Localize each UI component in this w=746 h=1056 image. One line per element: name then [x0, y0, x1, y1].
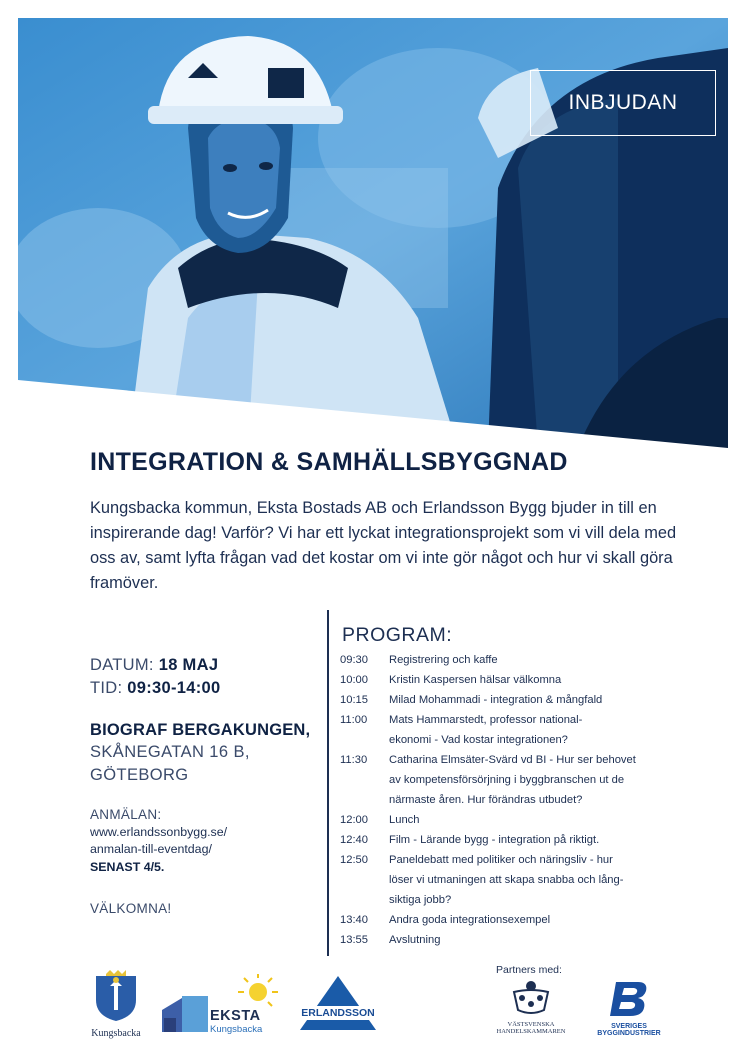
- program-item: [340, 650, 670, 670]
- erlandsson-triangle-icon: [292, 974, 384, 1032]
- program-item-line: löser vi utmaningen att skapa snabba och lång-: [389, 874, 624, 886]
- program-item-line: Paneldebatt med politiker och näringsliv - hur: [389, 854, 613, 866]
- program-item-line: Kristin Kaspersen hälsar välkomna: [389, 674, 562, 686]
- handelskammaren-text-2: HANDELSKAMMAREN: [496, 1028, 566, 1035]
- eksta-logo: [160, 974, 284, 1034]
- venue-city: GÖTEBORG: [90, 766, 189, 784]
- program-item-desc: [389, 670, 670, 690]
- program-item-line: Avslutning: [389, 934, 441, 946]
- partners-label: Partners med:: [496, 964, 562, 976]
- byggindustrier-b-icon: [594, 978, 664, 1018]
- venue-name: BIOGRAF BERGAKUNGEN,: [90, 721, 311, 739]
- column-divider: [327, 610, 329, 956]
- program-item-line: siktiga jobb?: [389, 894, 452, 906]
- program-item-time: 12:40: [340, 834, 368, 846]
- byggindustrier-text-2: BYGGINDUSTRIER: [597, 1030, 661, 1037]
- program-item: [340, 910, 670, 930]
- handelskammaren-logo: [494, 978, 568, 1038]
- hero-photo: [18, 18, 728, 448]
- erlandsson-logo: [292, 974, 384, 1032]
- welcome-text: VÄLKOMNA!: [90, 901, 172, 916]
- venue-street: SKÅNEGATAN 16 B,: [90, 743, 250, 761]
- program-item: [340, 710, 670, 750]
- program-item: [340, 670, 670, 690]
- handelskammaren-text-1: VÄSTSVENSKA: [507, 1021, 555, 1028]
- program-item: [340, 850, 670, 910]
- program-item-desc: [389, 750, 670, 810]
- intro-paragraph: Kungsbacka kommun, Eksta Bostads AB och Erlandsson Bygg bjuder in till en inspirerande dag! Varför? Vi har ett lyckat integrationsprojekt som vi vill dela med oss av, samt lyfta frågan vad det kostar om vi inte gör något och hur vi skall göra framöver.: [90, 499, 677, 592]
- program-item: [340, 930, 670, 950]
- program-item-line: ekonomi - Vad kostar integrationen?: [389, 734, 568, 746]
- kungsbacka-logo: [88, 970, 144, 1039]
- invitation-badge: INBJUDAN: [530, 70, 716, 136]
- time-label: TID:: [90, 679, 123, 697]
- eksta-logo-text: EKSTA: [210, 1008, 261, 1024]
- program-item-desc: [389, 650, 670, 670]
- program-item-line: Registrering och kaffe: [389, 654, 498, 666]
- kungsbacka-crest-icon: [88, 970, 144, 1022]
- program-title: PROGRAM:: [342, 624, 453, 646]
- date-value: 18 MAJ: [158, 656, 219, 674]
- program-item-line: Film - Lärande bygg - integration på riktigt.: [389, 834, 600, 846]
- program-item-desc: [389, 930, 670, 950]
- program-list: [340, 650, 670, 950]
- eksta-logo-subtext: Kungsbacka: [210, 1024, 263, 1035]
- program-item-line: Catharina Elmsäter-Svärd vd BI - Hur ser behovet: [389, 754, 636, 766]
- page-title: INTEGRATION & SAMHÄLLSBYGGNAD: [90, 448, 568, 476]
- program-item-time: 11:00: [340, 714, 368, 726]
- program-item-desc: [389, 850, 670, 910]
- program-item: [340, 690, 670, 710]
- program-item-desc: [389, 810, 670, 830]
- program-item-time: 13:40: [340, 914, 368, 926]
- signup-label: ANMÄLAN:: [90, 807, 162, 822]
- program-item-time: 13:55: [340, 934, 368, 946]
- signup-url-2[interactable]: anmalan-till-eventdag/: [90, 842, 212, 856]
- program-item-time: 12:00: [340, 814, 368, 826]
- program-item-time: 11:30: [340, 754, 368, 766]
- program-item: [340, 810, 670, 830]
- erlandsson-logo-text: ERLANDSSON: [292, 1006, 384, 1020]
- time-line: [90, 679, 220, 698]
- program-item-time: 09:30: [340, 654, 368, 666]
- program-item-line: Lunch: [389, 814, 420, 826]
- program-item-line: Mats Hammarstedt, professor national-: [389, 714, 583, 726]
- signup-url-1[interactable]: www.erlandssonbygg.se/: [90, 825, 228, 839]
- signup-deadline: SENAST 4/5.: [90, 860, 165, 874]
- date-label: DATUM:: [90, 656, 154, 674]
- program-item-desc: [389, 690, 670, 710]
- handelskammaren-crest-icon: [494, 978, 568, 1016]
- program-item-time: 12:50: [340, 854, 368, 866]
- time-value: 09:30-14:00: [127, 679, 221, 697]
- program-item-line: av kompetensförsörjning i byggbranschen ut de: [389, 774, 625, 786]
- byggindustrier-logo: [594, 978, 664, 1038]
- byggindustrier-text-1: SVERIGES: [611, 1023, 647, 1030]
- program-item-desc: [389, 910, 670, 930]
- program-item: [340, 750, 670, 810]
- program-item-desc: [389, 710, 670, 750]
- date-line: [90, 656, 218, 675]
- program-item: [340, 830, 670, 850]
- program-item-time: 10:00: [340, 674, 368, 686]
- program-item-line: Andra goda integrationsexempel: [389, 914, 551, 926]
- kungsbacka-logo-text: Kungsbacka: [91, 1028, 141, 1039]
- program-item-line: Milad Mohammadi - integration & mångfald: [389, 694, 603, 706]
- program-item-line: närmaste åren. Hur förändras utbudet?: [389, 794, 583, 806]
- program-item-time: 10:15: [340, 694, 368, 706]
- program-item-desc: [389, 830, 670, 850]
